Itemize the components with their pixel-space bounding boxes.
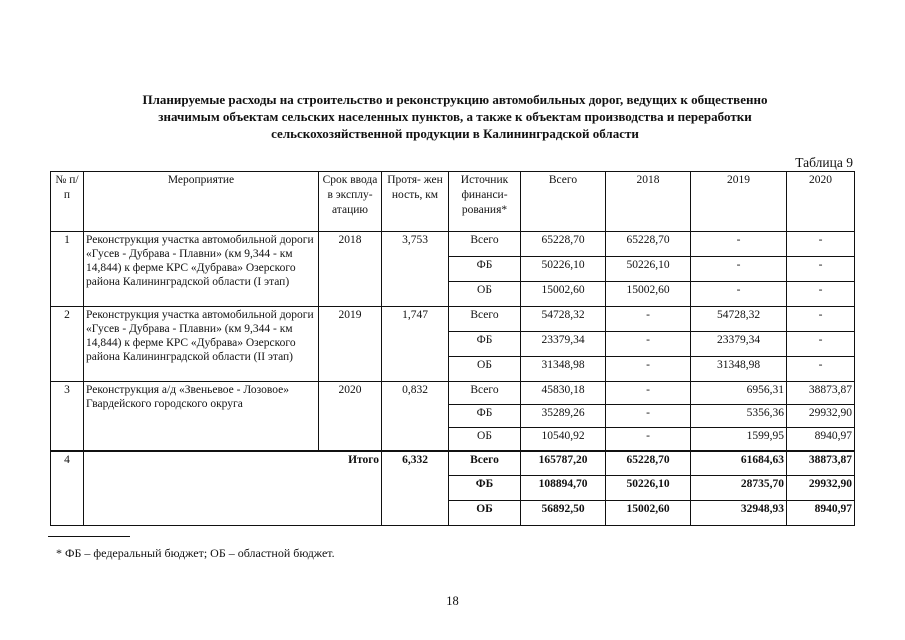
document-title	[60, 91, 850, 142]
row-4-source-fb: ФБ	[449, 476, 521, 501]
table-caption: Таблица 9	[795, 155, 853, 170]
header-term: Срок ввода в эксплу- атацию	[319, 172, 382, 232]
row-2-total-all: 54728,32	[521, 307, 606, 332]
row-1-2019-all: -	[691, 232, 787, 257]
row-3-total-all: 45830,18	[521, 382, 606, 405]
row-3-source-ob: ОБ	[449, 428, 521, 451]
row-1-total-fb: 50226,10	[521, 257, 606, 282]
title-line-1: Планируемые расходы на строительство и реконструкцию автомобильных дорог, ведущих к общественно	[142, 92, 768, 107]
header-2019: 2019	[691, 172, 787, 232]
row-2-source-ob: ОБ	[449, 357, 521, 382]
row-4-2018-all: 65228,70	[606, 451, 691, 476]
row-4-measure: Итого	[84, 451, 382, 526]
row-2-2019-fb: 23379,34	[691, 332, 787, 357]
row-3-2018-ob: -	[606, 428, 691, 451]
row-2-total-fb: 23379,34	[521, 332, 606, 357]
row-4-2019-all: 61684,63	[691, 451, 787, 476]
row-2-2018-all: -	[606, 307, 691, 332]
row-4-num: 4	[51, 451, 84, 526]
row-3-num: 3	[51, 382, 84, 451]
row-2-2019-all: 54728,32	[691, 307, 787, 332]
row-3-source-all: Всего	[449, 382, 521, 405]
table-row	[51, 232, 855, 257]
row-2-2018-fb: -	[606, 332, 691, 357]
header-length: Протя- жен ность, км	[382, 172, 449, 232]
table-row	[51, 307, 855, 332]
row-2-num: 2	[51, 307, 84, 382]
row-4-2019-fb: 28735,70	[691, 476, 787, 501]
row-1-total-ob: 15002,60	[521, 282, 606, 307]
row-3-2020-all: 38873,87	[787, 382, 855, 405]
row-2-total-ob: 31348,98	[521, 357, 606, 382]
table-row	[51, 382, 855, 405]
row-1-2019-fb: -	[691, 257, 787, 282]
row-2-2020-fb: -	[787, 332, 855, 357]
row-2-length: 1,747	[382, 307, 449, 382]
row-1-2020-all: -	[787, 232, 855, 257]
header-source: Источник финанси- рования*	[449, 172, 521, 232]
row-1-source-all: Всего	[449, 232, 521, 257]
row-1-2020-ob: -	[787, 282, 855, 307]
footnote-divider	[48, 536, 130, 537]
row-3-term: 2020	[319, 382, 382, 451]
row-3-2018-fb: -	[606, 405, 691, 428]
title-line-3: сельскохозяйственной продукции в Калининградской области	[271, 126, 639, 141]
header-2020: 2020	[787, 172, 855, 232]
table-row-total	[51, 451, 855, 476]
row-4-total-all: 165787,20	[521, 451, 606, 476]
row-3-2020-fb: 29932,90	[787, 405, 855, 428]
row-1-2018-ob: 15002,60	[606, 282, 691, 307]
row-2-2020-all: -	[787, 307, 855, 332]
row-1-source-ob: ОБ	[449, 282, 521, 307]
title-line-2: значимым объектам сельских населенных пунктов, а также к объектам производства и переработки	[158, 109, 752, 124]
row-4-source-ob: ОБ	[449, 501, 521, 526]
row-1-num: 1	[51, 232, 84, 307]
row-3-2018-all: -	[606, 382, 691, 405]
row-3-2019-fb: 5356,36	[691, 405, 787, 428]
row-4-total-fb: 108894,70	[521, 476, 606, 501]
row-4-2018-fb: 50226,10	[606, 476, 691, 501]
row-4-source-all: Всего	[449, 451, 521, 476]
expenses-table	[50, 171, 855, 526]
row-3-2019-all: 6956,31	[691, 382, 787, 405]
row-3-2019-ob: 1599,95	[691, 428, 787, 451]
row-1-2018-all: 65228,70	[606, 232, 691, 257]
row-2-term: 2019	[319, 307, 382, 382]
row-1-2018-fb: 50226,10	[606, 257, 691, 282]
header-num: № п/п	[51, 172, 84, 232]
row-2-source-fb: ФБ	[449, 332, 521, 357]
row-4-2020-ob: 8940,97	[787, 501, 855, 526]
row-3-2020-ob: 8940,97	[787, 428, 855, 451]
row-4-2020-all: 38873,87	[787, 451, 855, 476]
header-measure: Мероприятие	[84, 172, 319, 232]
row-1-source-fb: ФБ	[449, 257, 521, 282]
footnote: * ФБ – федеральный бюджет; ОБ – областной бюджет.	[56, 546, 335, 560]
header-2018: 2018	[606, 172, 691, 232]
row-3-total-fb: 35289,26	[521, 405, 606, 428]
row-2-source-all: Всего	[449, 307, 521, 332]
row-4-2018-ob: 15002,60	[606, 501, 691, 526]
table-header-row	[51, 172, 855, 232]
row-3-total-ob: 10540,92	[521, 428, 606, 451]
row-1-term: 2018	[319, 232, 382, 307]
row-1-total-all: 65228,70	[521, 232, 606, 257]
header-total: Всего	[521, 172, 606, 232]
row-2-2020-ob: -	[787, 357, 855, 382]
row-1-length: 3,753	[382, 232, 449, 307]
row-2-measure: Реконструкция участка автомобильной дороги «Гусев - Дубрава - Плавни» (км 9,344 - км 14,844) к ферме КРС «Дубрава» Озерского района Калининградской области (II этап)	[84, 307, 319, 382]
row-4-length: 6,332	[382, 451, 449, 526]
row-4-2019-ob: 32948,93	[691, 501, 787, 526]
row-1-2020-fb: -	[787, 257, 855, 282]
row-3-source-fb: ФБ	[449, 405, 521, 428]
row-3-measure: Реконструкция а/д «Звеньевое - Лозовое» Гвардейского городского округа	[84, 382, 319, 451]
row-2-2018-ob: -	[606, 357, 691, 382]
row-1-2019-ob: -	[691, 282, 787, 307]
row-4-2020-fb: 29932,90	[787, 476, 855, 501]
page-number: 18	[446, 594, 459, 608]
row-4-total-ob: 56892,50	[521, 501, 606, 526]
row-1-measure: Реконструкция участка автомобильной дороги «Гусев - Дубрава - Плавни» (км 9,344 - км 14,844) к ферме КРС «Дубрава» Озерского района Калининградской области (I этап)	[84, 232, 319, 307]
row-2-2019-ob: 31348,98	[691, 357, 787, 382]
row-3-length: 0,832	[382, 382, 449, 451]
